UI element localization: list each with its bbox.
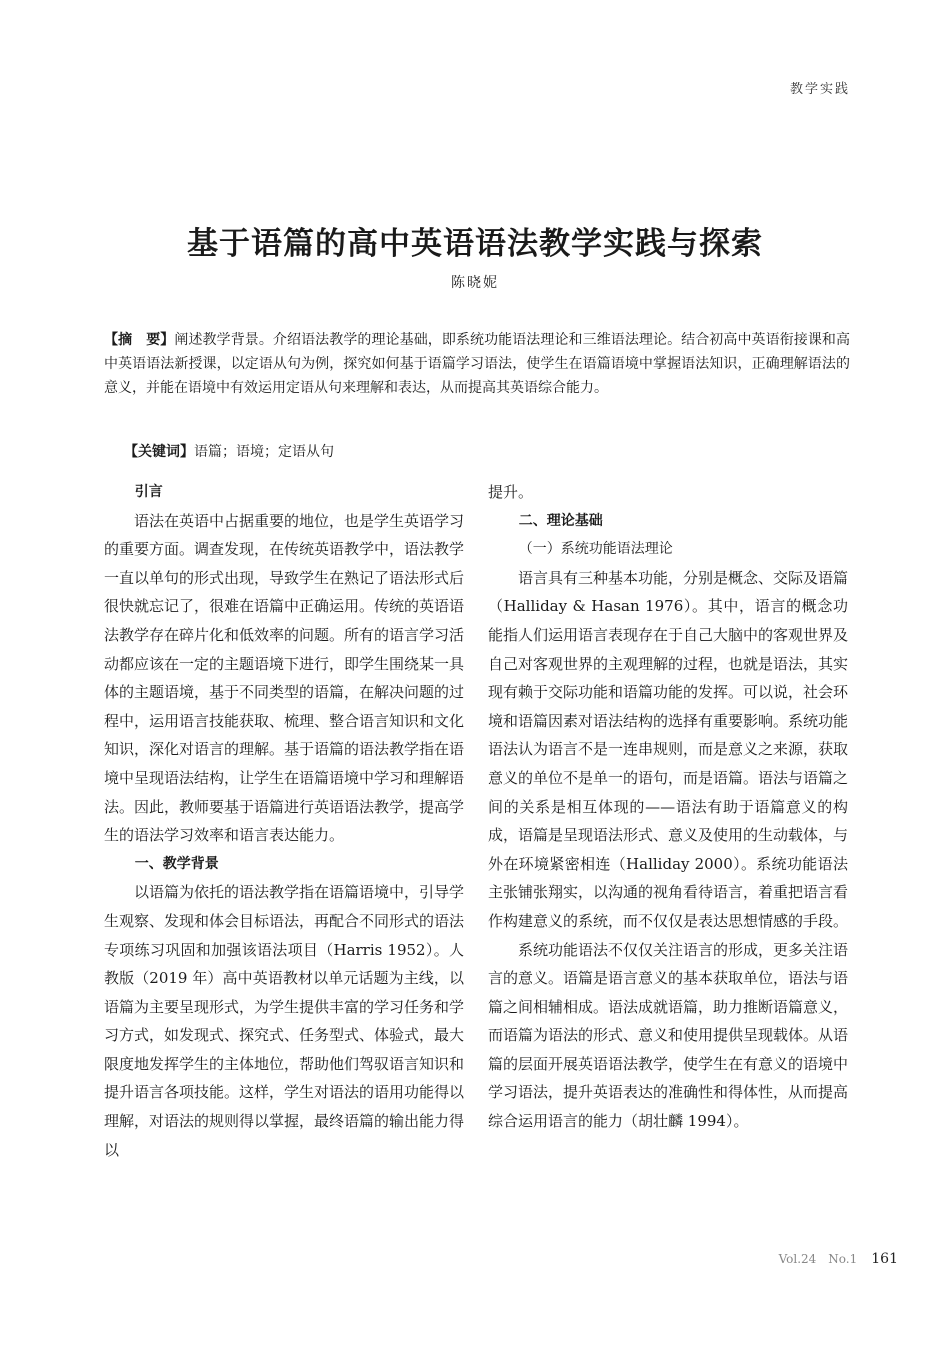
- volume-info: Vol.24 No.1: [778, 1252, 858, 1266]
- page-number: 161: [871, 1251, 898, 1267]
- page-footer: [779, 1250, 898, 1267]
- section1-heading: 一、教学背景: [134, 855, 219, 872]
- keywords-label: 【关键词】: [124, 444, 194, 460]
- continuation-text: 提升。: [488, 483, 534, 501]
- theory-paragraph-1: 语言具有三种基本功能，分别是概念、交际及语篇（Halliday & Hasan 1976）。其中，语言的概念功能指人们运用语言表现存在于自己大脑中的客观世界及自己对客观世界的主观理解的过程，也就是语法，其实现有赖于交际功能和语篇功能的发挥。可以说，社会环境和语篇因素对语法结构的选择有重要影响。系统功能语法认为语言不是一连串规则，而是意义之来源，获取意义的单位不是单一的语句，而是语篇。语法与语篇之间的关系是相互体现的——语法有助于语篇意义的构成，语篇是呈现语法形式、意义及使用的生动载体，与外在环境紧密相连（Halliday 2000）。系统功能语法主张铺张翔实，以沟通的视角看待语言，着重把语言看作构建意义的系统，而不仅仅是表达思想情感的手段。: [488, 568, 849, 930]
- section2-heading: 二、理论基础: [518, 512, 603, 529]
- theory-paragraph-2: 系统功能语法不仅仅关注语言的形成，更多关注语言的意义。语篇是语言意义的基本获取单位，语法与语篇之间相辅相成。语法成就语篇，助力推断语篇意义，而语篇为语法的形式、意义和使用提供呈现载体。从语篇的层面开展英语语法教学，使学生在有意义的语境中学习语法，提升英语表达的准确性和得体性，从而提高综合运用语言的能力（胡壮麟 1994）。: [488, 940, 849, 1131]
- author-name: 陈晓妮: [451, 275, 499, 291]
- right-column: [488, 478, 848, 1136]
- abstract-label: 【摘 要】: [104, 332, 175, 348]
- article-title: 基于语篇的高中英语语法教学实践与探索: [187, 226, 763, 262]
- abstract: [104, 328, 850, 400]
- section-label: 教学实践: [789, 82, 850, 97]
- left-column: [104, 478, 464, 1164]
- abstract-text: 阐述教学背景。介绍语法教学的理论基础，即系统功能语法理论和三维语法理论。结合初高中英语衔接课和高中英语语法新授课，以定语从句为例，探究如何基于语篇学习语法，使学生在语篇语境中掌握语法知识，正确理解语法的意义，并能在语境中有效运用定语从句来理解和表达，从而提高其英语综合能力。: [104, 332, 851, 396]
- subsection1-heading: （一）系统功能语法理论: [518, 541, 673, 558]
- intro-paragraph: 语法在英语中占据重要的地位，也是学生英语学习的重要方面。调查发现，在传统英语教学中，语法教学一直以单句的形式出现，导致学生在熟记了语法形式后很快就忘记了，很难在语篇中正确运用。传统的英语语法教学存在碎片化和低效率的问题。所有的语言学习活动都应该在一定的主题语境下进行，即学生围绕某一具体的主题语境，基于不同类型的语篇，在解决问题的过程中，运用语言技能获取、梳理、整合语言知识和文化知识，深化对语言的理解。基于语篇的语法教学指在语境中呈现语法结构，让学生在语篇语境中学习和理解语法。因此，教师要基于语篇进行英语语法教学，提高学生的语法学习效率和语言表达能力。: [104, 511, 465, 845]
- keywords-text: 语篇；语境；定语从句: [194, 444, 334, 460]
- keywords: [124, 440, 850, 464]
- intro-heading: 引言: [134, 484, 163, 500]
- section1-paragraph: 以语篇为依托的语法教学指在语篇语境中，引导学生观察、发现和体会目标语法，再配合不同形式的语法专项练习巩固和加强该语法项目（Harris 1952）。人教版（2019 年）高中英语教材以单元话题为主线，以语篇为主要呈现形式，为学生提供丰富的学习任务和学习方式，如发现式、探究式、任务型式、体验式，最大限度地发挥学生的主体地位，帮助他们驾驭语言知识和提升语言各项技能。这样，学生对语法的语用功能得以理解，对语法的规则得以掌握，最终语篇的输出能力得以: [104, 883, 465, 1159]
